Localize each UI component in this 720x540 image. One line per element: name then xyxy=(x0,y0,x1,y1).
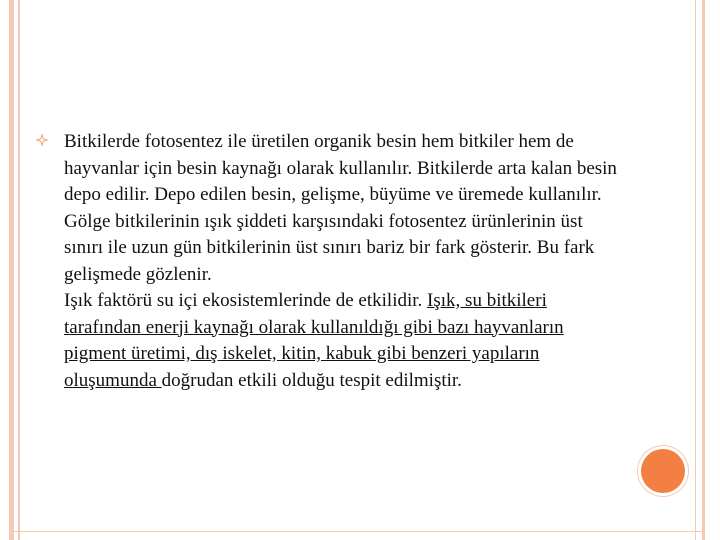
left-border-inner xyxy=(18,0,20,540)
paragraph-text xyxy=(64,129,624,394)
diamond-star-bullet-icon xyxy=(36,129,64,146)
orange-circle-decoration xyxy=(641,449,685,493)
bottom-border xyxy=(14,531,704,532)
paragraph-part1: Bitkilerde fotosentez ile üretilen organik besin hem bitkiler hem de hayvanlar için besin kaynağı olarak kullanılır. Bitkilerde arta kalan besin depo edilir. Depo edilen besin, gelişme, büyüme ve üremede kullanılır. Gölge bitkilerinin ışık şiddeti karşısındaki fotosentez ürünlerinin üst sınırı ile uzun gün bitkilerinin üst sınırı bariz bir fark gösterir. Bu fark gelişmede gözlenir. xyxy=(64,131,617,285)
content-area xyxy=(36,129,636,394)
paragraph-underlined: Işık, su bitkileri tarafından enerji kaynağı olarak kullanıldığı gibi bazı hayvanların pigment üretimi, dış iskelet, kitin, kabuk gibi benzeri yapıların oluşumunda xyxy=(64,290,564,391)
right-border-inner xyxy=(695,0,696,540)
paragraph-part4: doğrudan etkili olduğu tespit edilmiştir. xyxy=(161,369,462,391)
paragraph-part2: Işık faktörü su içi ekosistemlerinde de etkilidir. xyxy=(64,290,428,311)
right-border-outer xyxy=(702,0,705,540)
bullet-item xyxy=(36,129,636,394)
left-border-outer xyxy=(9,0,14,540)
